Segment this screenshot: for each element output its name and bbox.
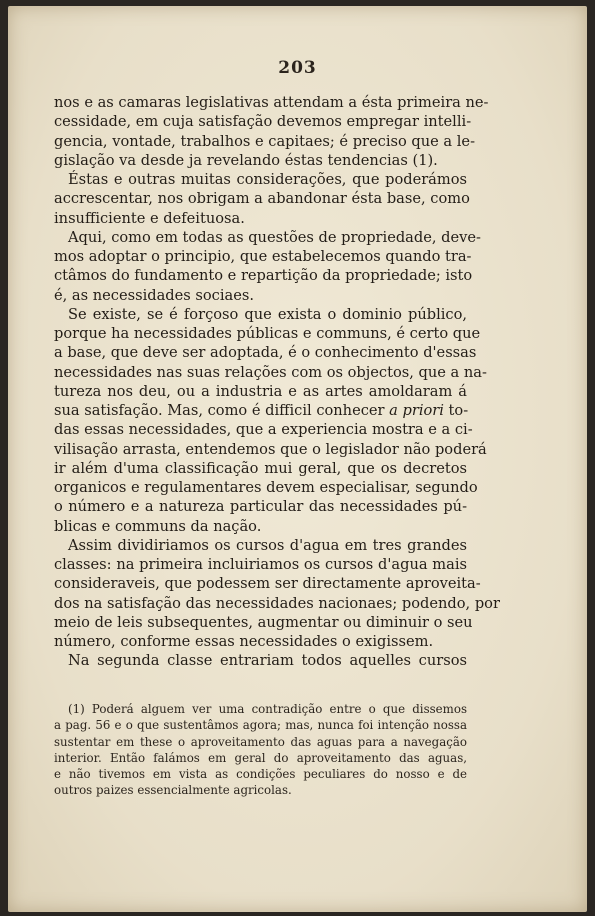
text-line: Na segunda classe entrariam todos aquelles cursos	[68, 652, 467, 670]
text-line: nos e as camaras legislativas attendam a ésta primeira ne-	[54, 94, 489, 111]
text-line: accrescentar, nos obrigam a abandonar ésta base, como	[54, 190, 470, 208]
text-line: necessidades nas suas relações com os objectos, que a na-	[54, 363, 487, 381]
page-number: 203	[278, 58, 317, 78]
text-line: gencia, vontade, trabalhos e capitaes; é preciso que a le-	[54, 132, 475, 150]
text-line: Assim dividiriamos os cursos d'agua em tres grandes	[68, 536, 467, 554]
text-line: Éstas e outras muitas considerações, que poderámos	[68, 171, 467, 188]
footnote-line: outros paizes essencialmente agricolas.	[54, 783, 292, 798]
text-line: organicos e regulamentares devem especialisar, segundo	[54, 479, 478, 496]
text-line: classes: na primeira incluiriamos os cursos d'agua mais	[54, 556, 467, 573]
text-line: tureza nos deu, ou a industria e as artes amoldaram á	[54, 382, 467, 400]
text-line: consideraveis, que podessem ser directamente aproveita-	[54, 575, 481, 593]
text-line: cessidade, em cuja satisfação devemos empregar intelli-	[54, 113, 472, 131]
footnote-line: a pag. 56 e o que sustentâmos agora; mas, nunca foi intenção nossa	[54, 718, 467, 733]
body-text	[54, 93, 500, 671]
footnote-line: interior. Então falámos em geral do aproveitamento das aguas,	[54, 750, 467, 765]
text-line: é, as necessidades sociaes.	[54, 286, 254, 304]
footnote-line: (1) Poderá alguem ver uma contradição entre o que dissemos	[68, 702, 467, 716]
text-line: meio de leis subsequentes, augmentar ou diminuir o seu	[54, 613, 473, 631]
text-line: ir além d'uma classificação mui geral, que os decretos	[54, 459, 467, 477]
text-line: mos adoptar o principio, que estabelecemos quando tra-	[54, 248, 472, 265]
text-line: gislação va desde ja revelando éstas tendencias (1).	[54, 151, 438, 169]
text-line: ctâmos do fundamento e repartição da propriedade; isto	[54, 267, 473, 285]
text-line: número, conforme essas necessidades o exigissem.	[54, 633, 434, 650]
text-line: Se existe, se é forçoso que exista o dominio público,	[68, 305, 467, 323]
text-line: porque ha necessidades públicas e communs, é certo que	[54, 325, 481, 342]
text-line: das essas necessidades, que a experiencia mostra e a ci-	[54, 421, 473, 439]
text-line: insufficiente e defeituosa.	[54, 209, 245, 227]
text-line: vilisação arrasta, entendemos que o legislador não poderá	[54, 440, 487, 458]
text-line: sua satisfação. Mas, como é difficil conhecer a priori to-	[54, 402, 469, 419]
footnote-line: e não tivemos em vista as condições peculiares do nosso e de	[54, 767, 467, 782]
text-line: a base, que deve ser adoptada, é o conhecimento d'essas	[54, 344, 477, 362]
text-line: Aqui, como em todas as questões de propriedade, deve-	[68, 228, 481, 246]
footnote-line: sustentar em these o aproveitamento das aguas para a navegação	[54, 734, 467, 749]
text-line: dos na satisfação das necessidades nacionaes; podendo, por	[54, 594, 500, 612]
italic-phrase: a priori	[389, 402, 444, 419]
book-page	[8, 6, 587, 912]
text-line: o número e a natureza particular das necessidades pú-	[54, 498, 467, 516]
text-line: blicas e communs da nação.	[54, 517, 262, 535]
footnote-block	[54, 701, 467, 799]
